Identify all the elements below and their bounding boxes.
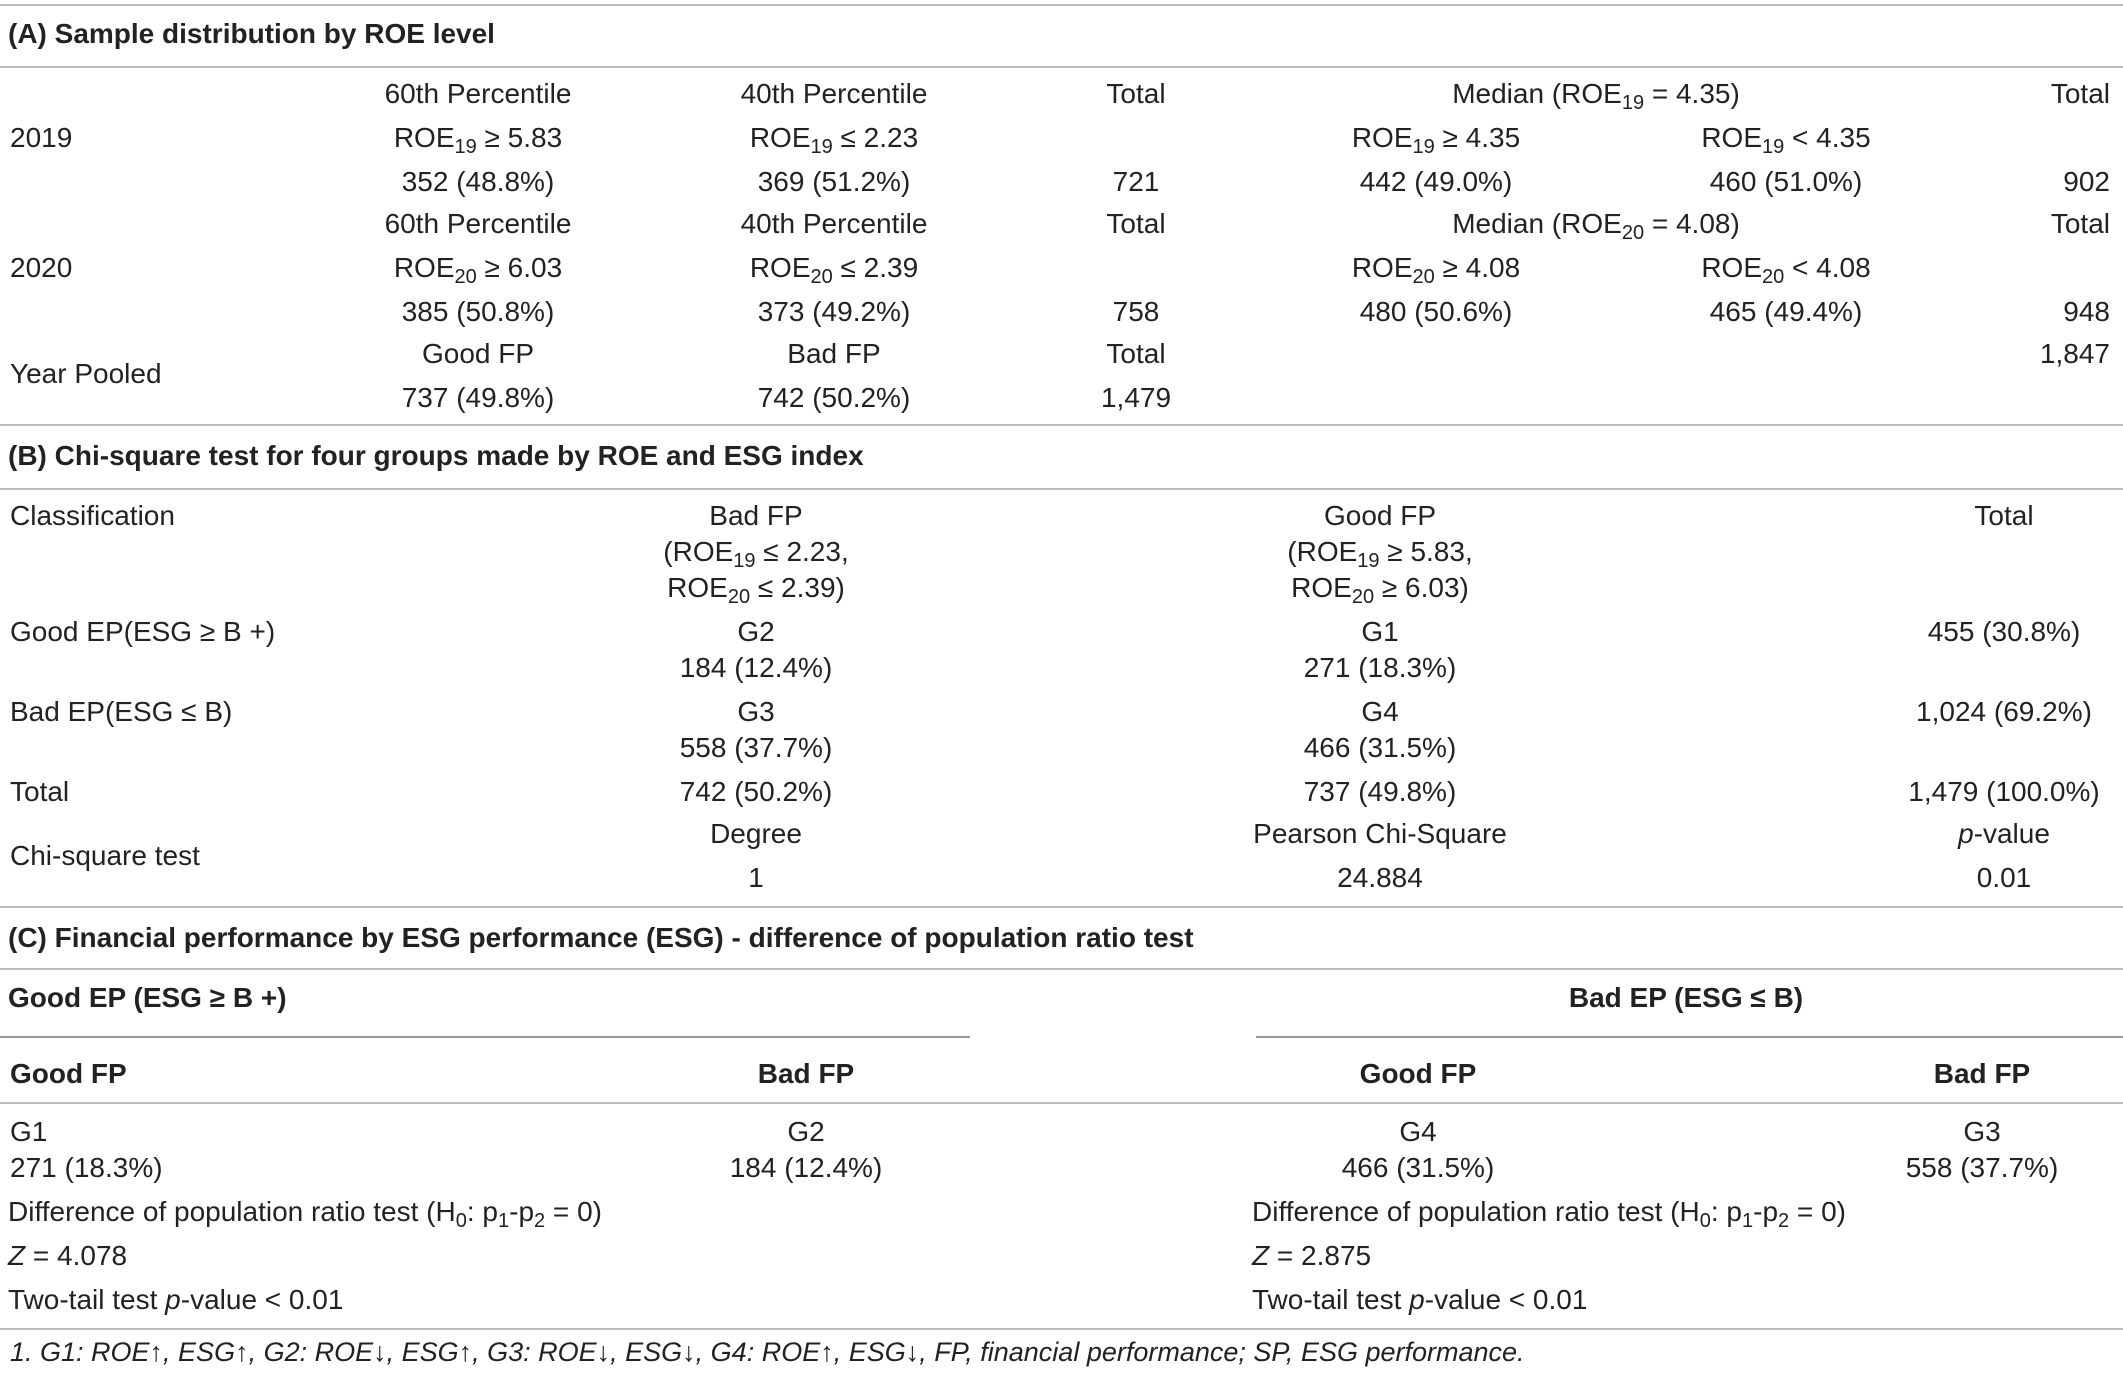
section-b-title: (B) Chi-square test for four groups made by ROE and ESG index xyxy=(8,440,864,471)
a-pooled-good: Good FP xyxy=(421,338,535,369)
a-2019-cond-lo: $ROE_{19} \le 2.23$ xyxy=(749,122,919,158)
b-row-good-ep-label: Good EP(ESG ≥ B +) xyxy=(10,616,276,647)
a-2020-p40: 40th Percentile xyxy=(740,208,928,239)
a-2019-p60: 60th Percentile xyxy=(384,78,572,109)
b-chi-degree-val: 1 xyxy=(748,862,764,893)
section-c-top-rule xyxy=(0,906,2123,908)
b-chi-pearson-val: 24.884 xyxy=(1337,862,1423,893)
a-2020-n-med-total: 948 xyxy=(2063,296,2110,327)
a-2020-median: Median $(ROE_{20} = 4.08)$ xyxy=(1452,208,1740,244)
section-c-title: (C) Financial performance by ESG performance (ESG) - difference of population ratio test xyxy=(8,922,1194,953)
a-2019-n-total: 721 xyxy=(1112,166,1160,197)
a-2019-n-med-lo: 460 (51.0%) xyxy=(1709,166,1863,197)
a-2019-total: Total xyxy=(1106,78,1166,109)
section-a-title: (A) Sample distribution by ROE level xyxy=(8,18,495,49)
c-left-bad-fp: Bad FP xyxy=(757,1058,855,1089)
b-bad-fp-l1: ($ROE_{19} \le 2.23$, xyxy=(663,536,849,572)
b-total: Total xyxy=(1974,500,2034,531)
c-right-bad-fp: Bad FP xyxy=(1933,1058,2031,1089)
b-total-row-good: 737 (49.8%) xyxy=(1303,776,1457,807)
a-2020-year: 2020 xyxy=(10,252,73,283)
c-left-g-good: G1 xyxy=(10,1116,48,1147)
b-row-good-ep-good-n: 271 (18.3%) xyxy=(1303,652,1457,683)
b-row-good-ep-good-g: G1 xyxy=(1361,616,1399,647)
a-pooled-total: Total xyxy=(1106,338,1166,369)
a-2019-med-hi: $ROE_{19} \ge 4.35$ xyxy=(1351,122,1521,158)
c-right-two-tail: Two-tail test p-value < 0.01 xyxy=(1252,1284,1588,1315)
b-bad-fp: Bad FP xyxy=(709,500,803,531)
c-right-test: Difference of population ratio test ($H_0$: $p_1-p_2 = 0$) xyxy=(1252,1196,1846,1232)
c-left-test: Difference of population ratio test ($H_0$: $p_1-p_2 = 0$) xyxy=(8,1196,602,1232)
b-row-bad-ep-total: 1,024 (69.2%) xyxy=(1916,696,2092,727)
c-left-n-good: 271 (18.3%) xyxy=(10,1152,163,1183)
a-2020-med-lo: $ROE_{20} < 4.08$ xyxy=(1701,252,1871,288)
b-good-fp-l2: $ROE_{20} \ge 6.03$) xyxy=(1291,572,1469,608)
a-pooled-bad: Bad FP xyxy=(787,338,881,369)
c-right-n-good: 466 (31.5%) xyxy=(1341,1152,1495,1183)
a-2019-med-lo: $ROE_{19} < 4.35$ xyxy=(1701,122,1871,158)
c-left-two-tail: Two-tail test p-value < 0.01 xyxy=(8,1284,344,1315)
b-chi-p-val: 0.01 xyxy=(1976,862,2032,893)
a-pooled-all: 1,847 xyxy=(2039,338,2110,369)
c-right-n-bad: 558 (37.7%) xyxy=(1905,1152,2059,1183)
b-total-row-label: Total xyxy=(10,776,70,807)
a-2020-n-med-lo: 465 (49.4%) xyxy=(1709,296,1863,327)
a-2020-med-hi: $ROE_{20} \ge 4.08$ xyxy=(1351,252,1521,288)
b-chi-p: p-value xyxy=(1958,818,2050,849)
b-bad-fp-l2: $ROE_{20} \le 2.39$) xyxy=(667,572,845,608)
c-right-g-good: G4 xyxy=(1399,1116,1437,1147)
a-pooled-n-total: 1,479 xyxy=(1100,382,1172,413)
b-chi-degree: Degree xyxy=(710,818,802,849)
c-left-z: Z = 4.078 xyxy=(8,1240,128,1271)
a-2019-total2: Total xyxy=(2050,78,2110,109)
a-2019-n-med-hi: 442 (49.0%) xyxy=(1359,166,1513,197)
c-right-z: Z = 2.875 xyxy=(1252,1240,1372,1271)
b-row-bad-ep-bad-n: 558 (37.7%) xyxy=(679,732,833,763)
c-left-n-bad: 184 (12.4%) xyxy=(729,1152,883,1183)
a-2020-n-med-hi: 480 (50.6%) xyxy=(1359,296,1513,327)
section-c-rule xyxy=(0,968,2123,970)
section-b-rule xyxy=(0,488,2123,490)
a-pooled-n-bad: 742 (50.2%) xyxy=(757,382,911,413)
c-right-g-bad: G3 xyxy=(1963,1116,2001,1147)
a-2020-n-lo: 373 (49.2%) xyxy=(757,296,911,327)
c-right-subrule xyxy=(1256,1036,2123,1038)
b-row-good-ep-bad-n: 184 (12.4%) xyxy=(679,652,833,683)
a-2020-cond-lo: $ROE_{20} \le 2.39$ xyxy=(749,252,919,288)
c-right-head: Bad EP (ESG ≤ B) xyxy=(1568,982,1804,1013)
b-row-bad-ep-bad-g: G3 xyxy=(737,696,775,727)
c-left-g-bad: G2 xyxy=(787,1116,825,1147)
a-pooled-n-good: 737 (49.8%) xyxy=(401,382,555,413)
c-left-subrule xyxy=(0,1036,970,1038)
a-2019-year: 2019 xyxy=(10,122,73,153)
b-row-good-ep-total: 455 (30.8%) xyxy=(1927,616,2081,647)
footnote: 1. G1: ROE↑, ESG↑, G2: ROE↓, ESG↑, G3: ROE↓, ESG↓, G4: ROE↑, ESG↓, FP, financial performance; SP, ESG performance. xyxy=(10,1337,1525,1367)
b-row-good-ep-bad-g: G2 xyxy=(737,616,775,647)
b-total-row-total: 1,479 (100.0%) xyxy=(1908,776,2100,807)
a-pooled-label: Year Pooled xyxy=(10,358,162,389)
b-row-bad-ep-good-n: 466 (31.5%) xyxy=(1303,732,1457,763)
b-chi-pearson: Pearson Chi-Square xyxy=(1253,818,1507,849)
a-2020-total: Total xyxy=(1106,208,1166,239)
b-total-row-bad: 742 (50.2%) xyxy=(679,776,833,807)
a-2019-cond-hi: $ROE_{19} \ge 5.83$ xyxy=(393,122,563,158)
footnote-rule xyxy=(0,1328,2123,1330)
c-right-good-fp: Good FP xyxy=(1359,1058,1477,1089)
b-row-bad-ep-good-g: G4 xyxy=(1361,696,1399,727)
a-2019-n-med-total: 902 xyxy=(2063,166,2110,197)
b-row-bad-ep-label: Bad EP(ESG ≤ B) xyxy=(10,696,233,727)
a-2019-n-hi: 352 (48.8%) xyxy=(401,166,555,197)
b-chi-label: Chi-square test xyxy=(10,840,200,871)
section-b-top-rule xyxy=(0,424,2123,426)
section-a-rule xyxy=(0,66,2123,68)
b-good-fp: Good FP xyxy=(1323,500,1437,531)
a-2020-total2: Total xyxy=(2050,208,2110,239)
a-2019-p40: 40th Percentile xyxy=(740,78,928,109)
b-good-fp-l1: ($ROE_{19} \ge 5.83$, xyxy=(1287,536,1473,572)
c-left-head: Good EP (ESG ≥ B +) xyxy=(8,982,287,1013)
a-2020-n-total: 758 xyxy=(1112,296,1160,327)
a-2020-p60: 60th Percentile xyxy=(384,208,572,239)
a-2019-median: Median $(ROE_{19} = 4.35)$ xyxy=(1452,78,1740,114)
a-2019-n-lo: 369 (51.2%) xyxy=(757,166,911,197)
b-classification: Classification xyxy=(10,500,175,531)
c-header-rule xyxy=(0,1102,2123,1104)
a-2020-n-hi: 385 (50.8%) xyxy=(401,296,555,327)
top-rule xyxy=(0,4,2123,6)
c-left-good-fp: Good FP xyxy=(10,1058,127,1089)
a-2020-cond-hi: $ROE_{20} \ge 6.03$ xyxy=(393,252,563,288)
